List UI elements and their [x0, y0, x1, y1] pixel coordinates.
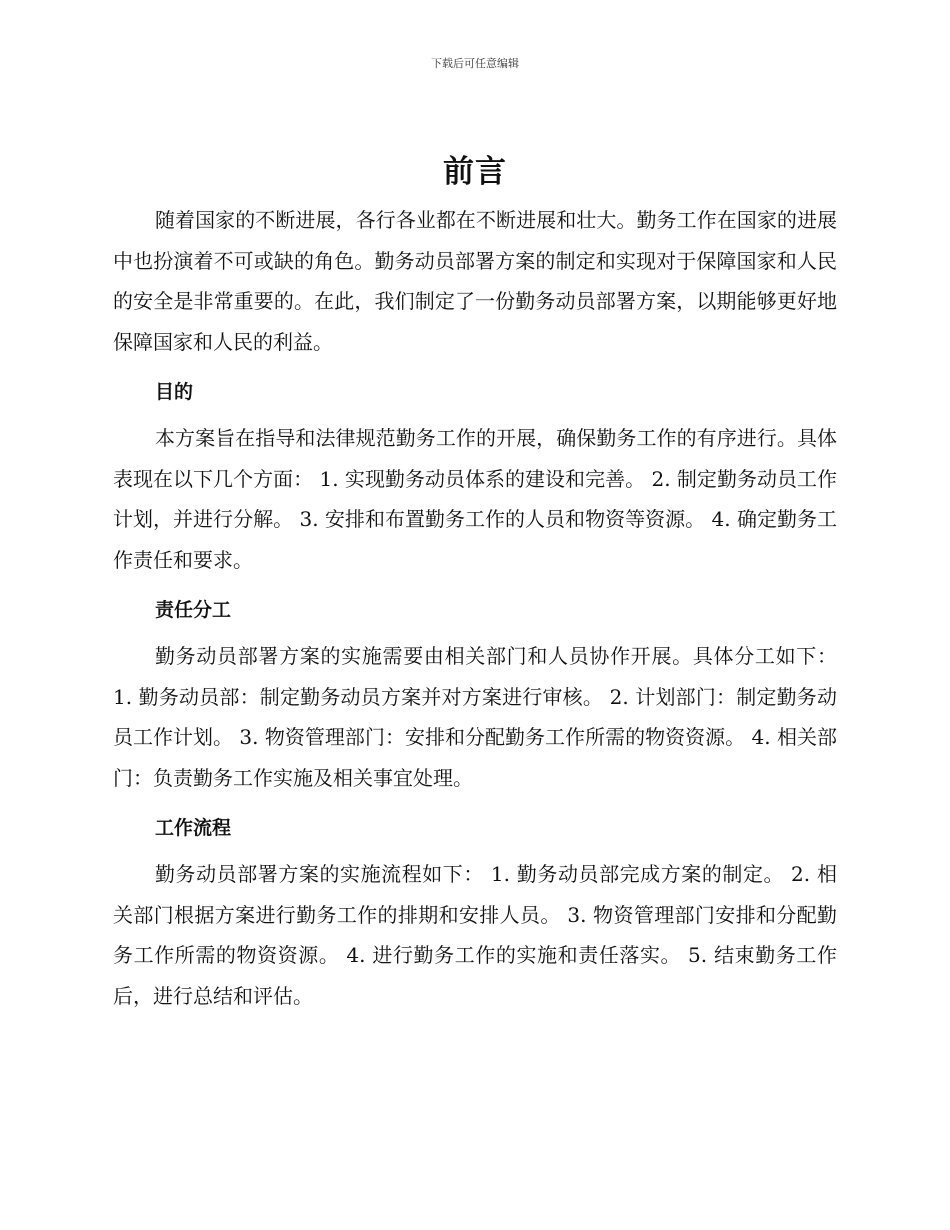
- section-body-responsibilities: 勤务动员部署方案的实施需要由相关部门和人员协作开展。具体分工如下： 1. 勤务动员部：制定勤务动员方案并对方案进行审核。 2. 计划部门：制定勤务动员工作计划。 3. 物资管理部门：安排和分配勤务工作所需的物资资源。 4. 相关部门：负责勤务工作实施及相关事宜处理。: [113, 644, 837, 790]
- section-heading-purpose: 目的: [155, 381, 194, 403]
- section-body-purpose: 本方案旨在指导和法律规范勤务工作的开展，确保勤务工作的有序进行。具体表现在以下几个方面： 1. 实现勤务动员体系的建设和完善。 2. 制定勤务动员工作计划，并进行分解。 3. 安排和布置勤务工作的人员和物资等资源。 4. 确定勤务工作责任和要求。: [113, 426, 837, 572]
- document-body: [113, 150, 837, 1016]
- page-header-note: 下载后可任意编辑: [431, 57, 519, 70]
- section-heading-responsibilities: 责任分工: [155, 599, 232, 621]
- intro-paragraph: 随着国家的不断进展，各行各业都在不断进展和壮大。勤务工作在国家的进展中也扮演着不可或缺的角色。勤务动员部署方案的制定和实现对于保障国家和人民的安全是非常重要的。在此，我们制定了一份勤务动员部署方案，以期能够更好地保障国家和人民的利益。: [113, 208, 837, 354]
- section-body-workflow: 勤务动员部署方案的实施流程如下： 1. 勤务动员部完成方案的制定。 2. 相关部门根据方案进行勤务工作的排期和安排人员。 3. 物资管理部门安排和分配勤务工作所需的物资资源。 4. 进行勤务工作的实施和责任落实。 5. 结束勤务工作后，进行总结和评估。: [113, 862, 837, 1008]
- section-heading-workflow: 工作流程: [155, 817, 232, 839]
- page-title: 前言: [443, 154, 507, 190]
